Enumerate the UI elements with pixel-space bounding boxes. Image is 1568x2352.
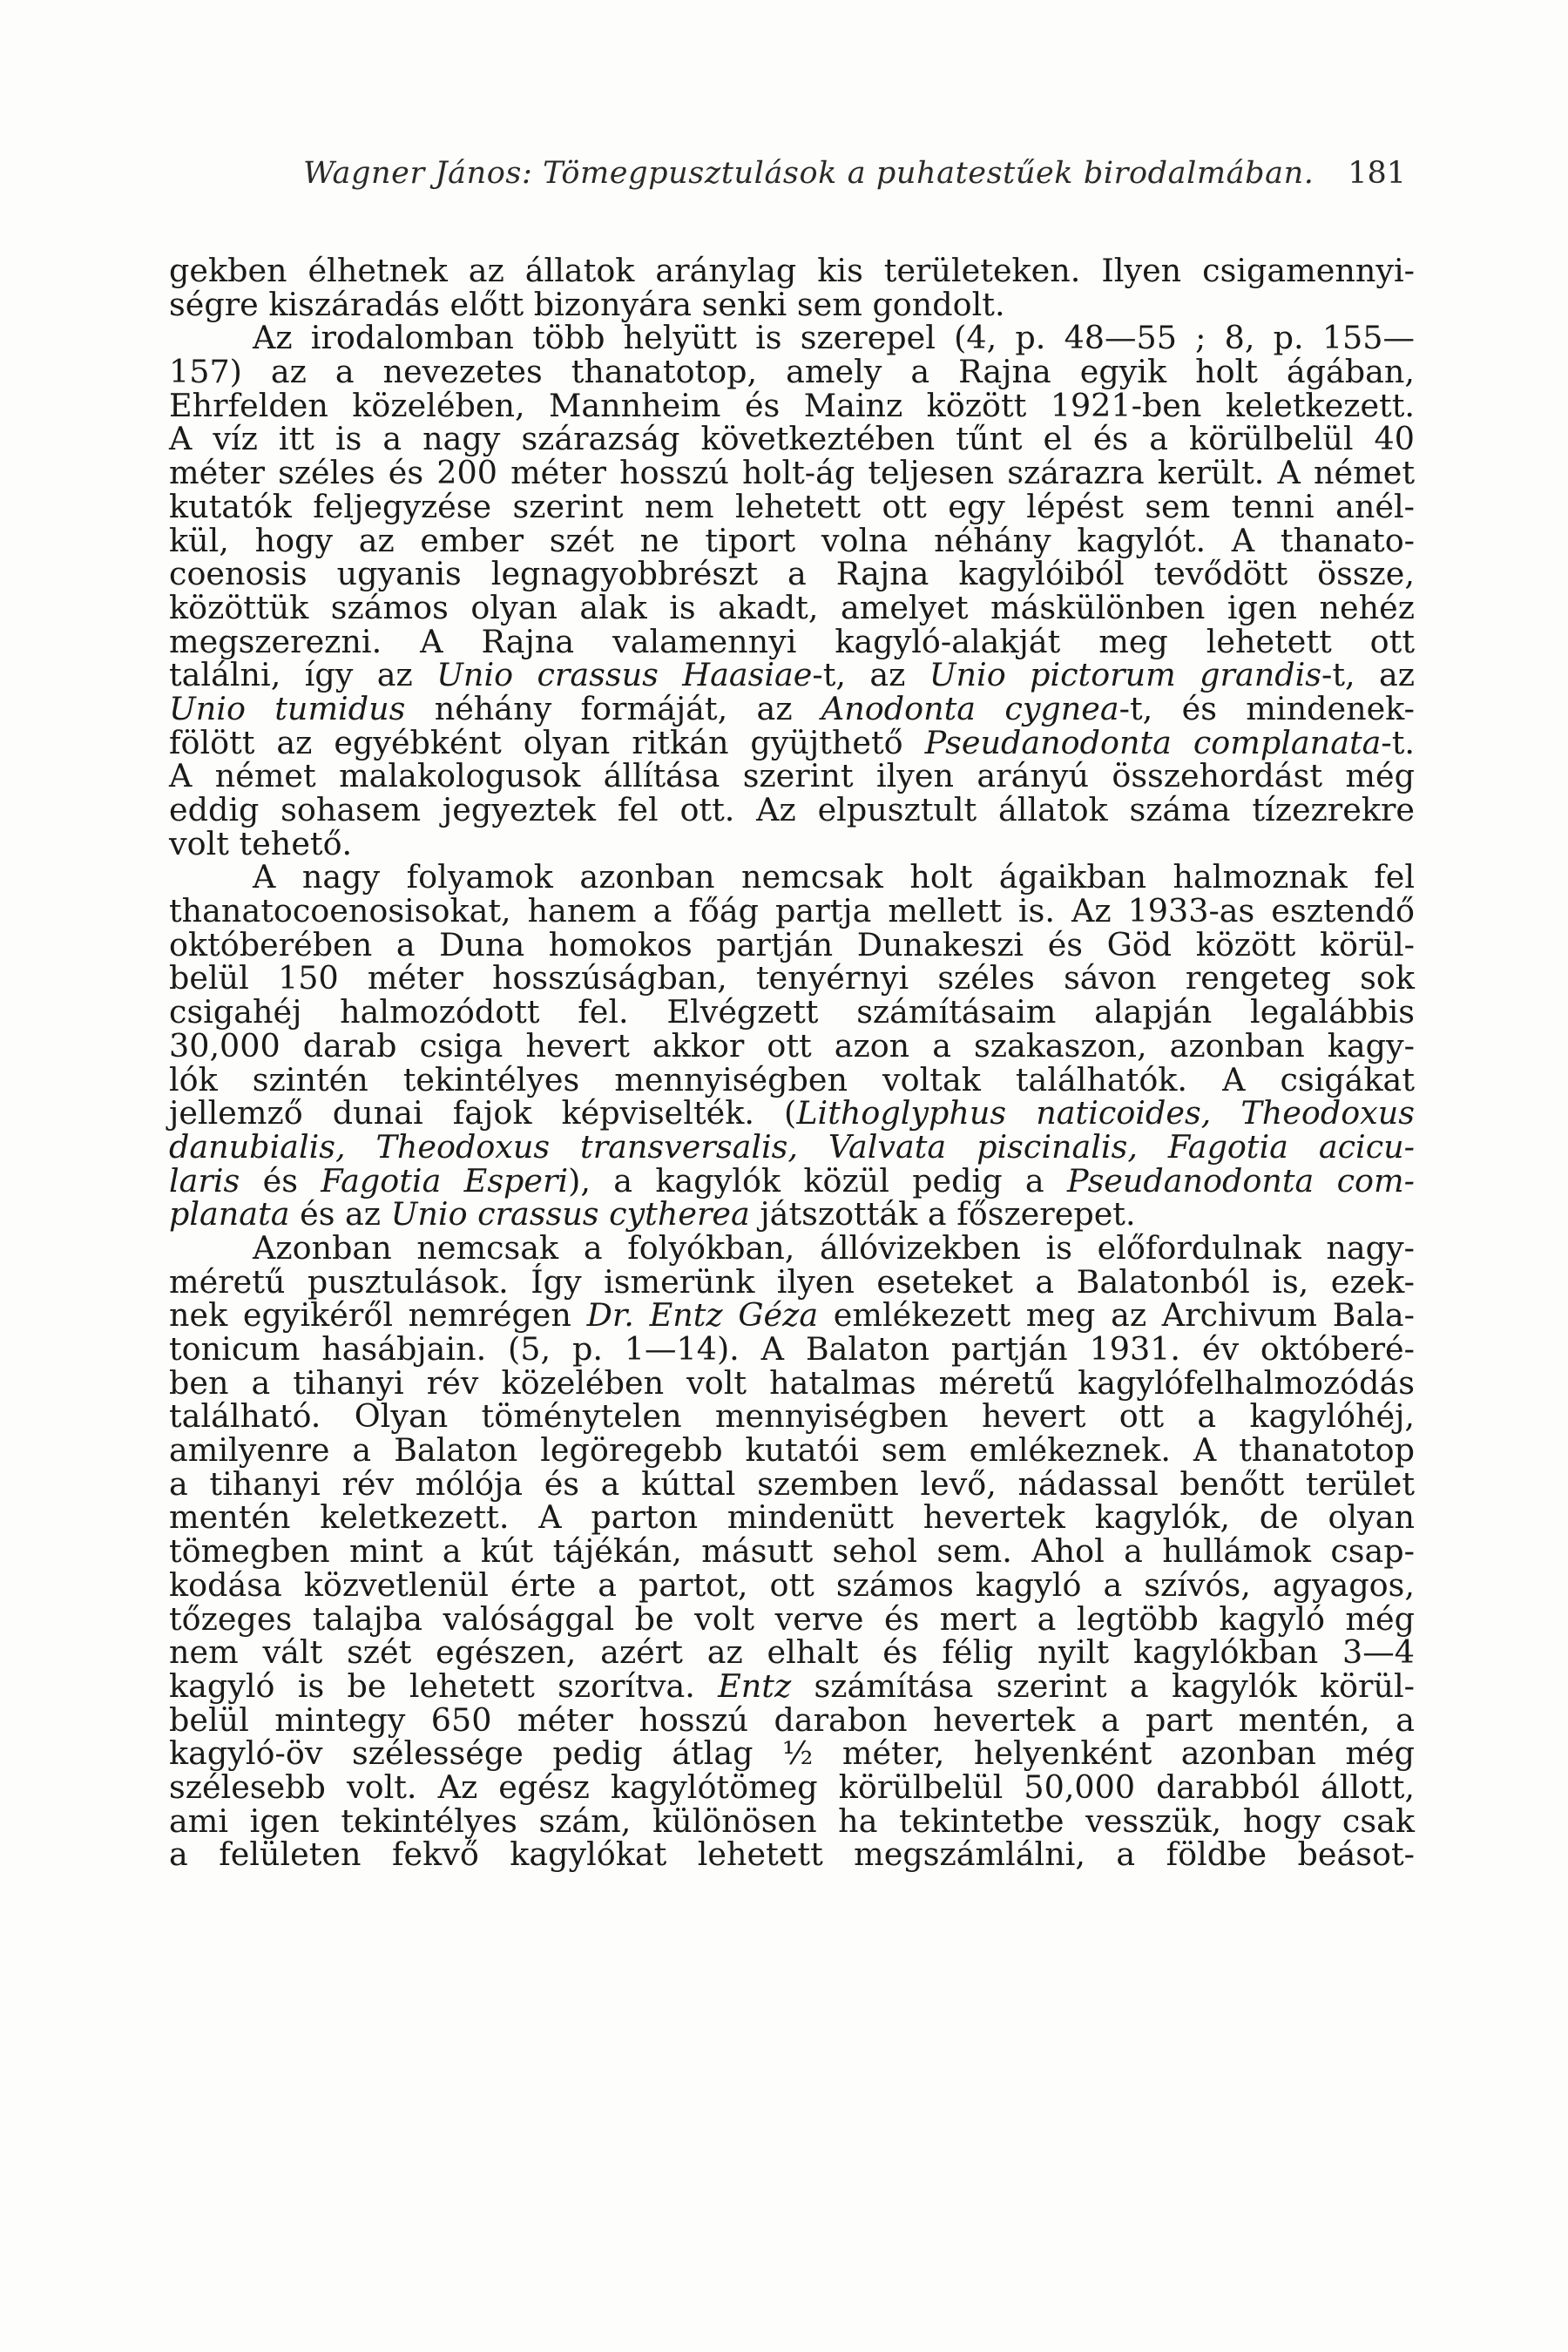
page-number: 181 (1348, 156, 1406, 191)
text-line (169, 656, 1416, 694)
italic-term: Unio crassus cytherea (390, 1195, 750, 1233)
text-line (169, 622, 1415, 660)
text-segment: thanatocoenosisokat, hanem a főág partja mellett is. Az 1933-as esztendő (169, 892, 1415, 930)
text-line (169, 1532, 1415, 1571)
text-segment: fölött az egyébként olyan ritkán gyüjthető (169, 723, 925, 761)
text-line (169, 285, 1415, 323)
text-segment: ), a kagylók közül pedig a (568, 1161, 1067, 1200)
italic-term: Dr. Entz Géza (586, 1296, 819, 1335)
text-line (169, 858, 1415, 896)
text-segment: csigahéj halmozódott fel. Elvégzett számításaim alapján legalábbis (169, 993, 1415, 1031)
text-segment: és az (289, 1195, 391, 1233)
text-segment: ben a tihanyi rév közelében volt hatalmas méretű kagylófelhalmozódás (169, 1363, 1415, 1402)
text-line (169, 1195, 1415, 1233)
text-line (169, 355, 1415, 389)
text-segment: kagyló-öv szélessége pedig átlag ½ méter, helyenként azonban még (169, 1734, 1415, 1773)
text-segment: kutatók feljegyzése szerint nem lehetett ott egy lépést sem tenni anél- (169, 487, 1415, 525)
text-segment: méretű pusztulások. Így ismerünk ilyen eseteket a Balatonból is, ezek- (169, 1262, 1415, 1301)
text-segment: megszerezni. A Rajna valamennyi kagyló-alakját meg lehetett ott (169, 622, 1415, 660)
text-line (169, 925, 1415, 963)
text-segment: Azonban nemcsak a folyókban, állóvizekben is előfordulnak nagy- (253, 1228, 1415, 1267)
text-segment: számítása szerint a kagylók körül- (791, 1666, 1415, 1705)
text-segment: közöttük számos olyan alak is akadt, amelyet máskülönben igen nehéz (169, 588, 1415, 626)
text-line (169, 1228, 1415, 1267)
italic-term: Unio tumidus (169, 689, 406, 727)
text-segment: mentén keletkezett. A parton mindenütt hevertek kagylók, de olyan (169, 1498, 1415, 1537)
text-line (169, 588, 1415, 626)
text-segment: és (240, 1161, 321, 1200)
text-line (169, 1330, 1415, 1368)
text-segment: nek egyikéről nemrégen (169, 1296, 587, 1335)
text-segment: a felületen fekvő kagylókat lehetett megszámlálni, a földbe beásot- (169, 1835, 1415, 1874)
text-segment: amilyenre a Balaton legöregebb kutatói sem emlékeznek. A thanatotop (169, 1431, 1415, 1470)
italic-term: planata (169, 1195, 290, 1233)
text-segment: nem vált szét egészen, azért az elhalt és félig nyilt kagylókban 3—4 (169, 1633, 1415, 1672)
text-segment: játszották a főszerepet. (749, 1195, 1136, 1233)
text-segment: coenosis ugyanis legnagyobbrészt a Rajna kagylóiból tevődött össze, (169, 555, 1415, 593)
text-line (169, 1363, 1415, 1402)
text-segment: tonicum hasábjain. (5, p. 1—14). A Balaton partján 1931. év októberé- (169, 1330, 1415, 1368)
text-segment: 157) az a nevezetes thanatotop, amely a Rajna egyik holt ágában, (169, 353, 1415, 391)
text-segment: A német malakologusok állítása szerint ilyen arányú összehordást még (169, 757, 1415, 795)
italic-term: Unio crassus Haasiae (436, 656, 813, 694)
text-line (169, 791, 1415, 828)
text-line (169, 1127, 1415, 1166)
text-line (169, 1599, 1415, 1638)
text-line (169, 757, 1415, 795)
text-line (169, 723, 1415, 761)
italic-term: Fagotia Esperi (321, 1161, 569, 1200)
text-line (169, 1498, 1415, 1537)
text-line (169, 422, 1415, 456)
text-segment: A víz itt is a nagy szárazság következtében tűnt el és a körülbelül 40 (169, 420, 1415, 458)
body-text (169, 254, 1415, 1872)
text-line (169, 824, 1415, 862)
text-segment: -t. (1381, 723, 1415, 761)
text-line (169, 321, 1415, 355)
text-line (169, 521, 1415, 559)
text-segment: jellemző dunai fajok képviselték. ( (169, 1094, 797, 1132)
text-segment: kodása közvetlenül érte a partot, ott számos kagyló a szívós, agyagos, (169, 1565, 1415, 1604)
text-line (169, 689, 1415, 727)
text-segment: néhány formáját, az (405, 689, 821, 727)
text-line (169, 1161, 1415, 1200)
text-line (169, 1296, 1415, 1335)
italic-term: Entz (718, 1666, 792, 1705)
text-segment: találni, így az (169, 656, 437, 694)
text-line (169, 386, 1415, 424)
text-segment: A nagy folyamok azonban nemcsak holt ágaikban halmoznak fel (253, 858, 1415, 896)
text-line (169, 959, 1415, 997)
italic-term: Pseudanodonta com- (1066, 1161, 1415, 1200)
text-line (169, 1835, 1415, 1874)
text-segment: ségre kiszáradás előtt bizonyára senki sem gondolt. (169, 285, 1005, 323)
text-line (169, 1431, 1415, 1470)
text-segment: 30,000 darab csiga hevert akkor ott azon a szakaszon, azonban kagy- (169, 1026, 1415, 1064)
text-line (169, 1633, 1415, 1672)
italic-term: Unio pictorum grandis (929, 656, 1322, 694)
text-line (169, 1666, 1415, 1705)
running-title: Wagner János: Tömegpusztulások a puhatestűek birodalmában. (303, 156, 1315, 191)
text-line (169, 1262, 1415, 1301)
text-segment: kagyló is be lehetett szorítva. (169, 1666, 719, 1705)
text-segment: -t, és mindenek- (1119, 689, 1415, 727)
text-segment: Az irodalomban több helyütt is szerepel (4, p. 48—55 ; 8, p. 155— (253, 319, 1415, 357)
text-line (169, 1700, 1415, 1739)
text-segment: volt tehető. (169, 824, 353, 862)
text-segment: -t, az (812, 656, 929, 694)
italic-term: laris (169, 1161, 240, 1200)
running-head (303, 152, 1406, 195)
text-segment: ami igen tekintélyes szám, különösen ha tekintetbe vesszük, hogy csak (169, 1801, 1415, 1840)
text-segment: tömegben mint a kút tájékán, másutt sehol sem. Ahol a hullámok csap- (169, 1532, 1415, 1571)
italic-term: Lithoglyphus naticoides, Theodoxus (796, 1094, 1415, 1132)
text-segment: októberében a Duna homokos partján Dunakeszi és Göd között körül- (169, 925, 1415, 963)
text-line (169, 487, 1415, 525)
text-line (169, 1565, 1415, 1604)
italic-term: Anodonta cygnea (821, 689, 1119, 727)
text-segment: eddig sohasem jegyeztek fel ott. Az elpusztult állatok száma tízezrekre (169, 791, 1415, 828)
text-segment: kül, hogy az ember szét ne tiport volna néhány kagylót. A thanato- (169, 521, 1415, 559)
text-line (169, 1801, 1415, 1840)
text-segment: szélesebb volt. Az egész kagylótömeg körülbelül 50,000 darabból állott, (169, 1767, 1415, 1806)
text-line (169, 1767, 1415, 1806)
italic-term: danubialis, Theodoxus transversalis, Valvata piscinalis, Fagotia acicu- (169, 1127, 1415, 1166)
text-segment: lók szintén tekintélyes mennyiségben voltak találhatók. A csigákat (169, 1060, 1415, 1098)
text-segment: Ehrfelden közelében, Mannheim és Mainz között 1921-ben keletkezett. (169, 386, 1415, 424)
text-segment: a tihanyi rév mólója és a kúttal szemben levő, nádassal benőtt terület (169, 1464, 1415, 1503)
text-segment: gekben élhetnek az állatok aránylag kis területeken. Ilyen csigamennyi- (169, 252, 1415, 289)
text-line (169, 456, 1415, 490)
text-segment: belül mintegy 650 méter hosszú darabon hevertek a part mentén, a (169, 1700, 1415, 1739)
text-segment: emlékezett meg az Archivum Bala- (818, 1296, 1415, 1335)
text-line (169, 892, 1415, 930)
text-line (169, 1060, 1415, 1098)
italic-term: Pseudanodonta complanata (924, 723, 1382, 761)
text-segment: -t, az (1321, 656, 1416, 694)
text-line (169, 1094, 1415, 1132)
text-segment: belül 150 méter hosszúságban, tenyérnyi széles sávon rengeteg sok (169, 959, 1415, 997)
text-line (169, 254, 1415, 288)
text-line (169, 1464, 1415, 1503)
text-line (169, 1026, 1415, 1064)
text-segment: tőzeges talajba valósággal be volt verve és mert a legtöbb kagyló még (169, 1599, 1415, 1638)
text-line (169, 993, 1415, 1031)
text-line (169, 1397, 1415, 1436)
text-segment: található. Olyan töménytelen mennyiségben hevert ott a kagylóhéj, (169, 1397, 1415, 1436)
text-line (169, 1734, 1415, 1773)
text-line (169, 555, 1415, 593)
text-segment: méter széles és 200 méter hosszú holt-ág teljesen szárazra került. A német (169, 454, 1415, 492)
